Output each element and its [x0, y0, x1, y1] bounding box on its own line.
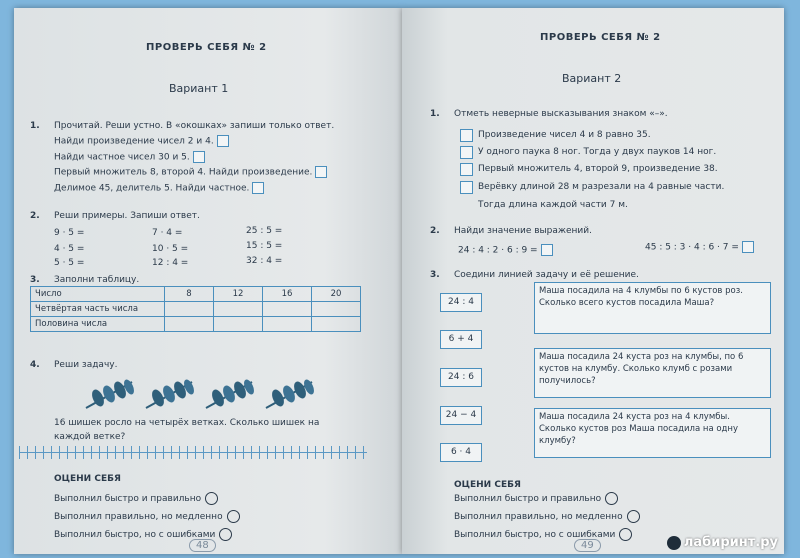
left-variant: Вариант 1 [169, 82, 229, 95]
assess-title: ОЦЕНИ СЕБЯ [54, 474, 121, 484]
table-cell: 12 [214, 287, 263, 302]
task3-number: 3. [30, 275, 40, 285]
table-cell: 16 [263, 287, 312, 302]
assess-title: ОЦЕНИ СЕБЯ [454, 480, 521, 490]
task3-intro: Соедини линией задачу и её решение. [454, 270, 639, 280]
assess-radio[interactable] [619, 528, 632, 541]
expression-card[interactable]: 24 : 4 [440, 293, 482, 312]
watermark: лабиринт.ру [667, 535, 778, 550]
example: 10 · 5 = [152, 244, 189, 254]
task1-line: Делимое 45, делитель 5. Найди частное. [54, 182, 264, 194]
expression: 45 : 5 : 3 · 4 : 6 · 7 = [645, 241, 754, 253]
expression-card[interactable]: 6 · 4 [440, 443, 482, 462]
answer-box[interactable] [315, 166, 327, 178]
task2-number: 2. [30, 211, 40, 221]
table-input-cell[interactable] [312, 317, 361, 332]
table-cell: Половина числа [31, 317, 165, 332]
task1-line: Найди произведение чисел 2 и 4. [54, 135, 229, 147]
right-variant: Вариант 2 [562, 72, 622, 85]
table-cell: 20 [312, 287, 361, 302]
checkbox[interactable] [460, 146, 473, 159]
expression-card[interactable]: 24 : 6 [440, 368, 482, 387]
task4-text: 16 шишек росло на четырёх ветках. Сколько шишек на [54, 418, 320, 428]
answer-box[interactable] [217, 135, 229, 147]
page-number: 49 [574, 539, 601, 552]
assess-item: Выполнил быстро и правильно [454, 492, 618, 505]
expression: 24 : 4 : 2 · 6 : 9 = [458, 244, 553, 256]
task1-intro: Прочитай. Реши устно. В «окошках» запиши только ответ. [54, 121, 335, 131]
pine-cone-branch-icon [204, 378, 254, 412]
right-page [402, 8, 784, 554]
task1-number: 1. [30, 121, 40, 131]
table-input-cell[interactable] [263, 302, 312, 317]
task1-line: Найди частное чисел 30 и 5. [54, 151, 205, 163]
example: 32 : 4 = [246, 256, 283, 266]
expression-card[interactable]: 6 + 4 [440, 330, 482, 349]
table-input-cell[interactable] [165, 302, 214, 317]
assess-radio[interactable] [605, 492, 618, 505]
problem-card[interactable]: Маша посадила 24 куста роз на клумбы, по 6 кустов на клумбу. Сколько клумб с розами получилось? [534, 348, 771, 398]
fill-table [30, 286, 361, 332]
task3-number: 3. [430, 270, 440, 280]
right-title: ПРОВЕРЬ СЕБЯ № 2 [540, 32, 661, 43]
task2-intro: Найди значение выражений. [454, 226, 592, 236]
example: 12 : 4 = [152, 258, 189, 268]
pine-cone-branch-icon [264, 378, 314, 412]
example: 9 · 5 = [54, 228, 85, 238]
task1-line: Первый множитель 8, второй 4. Найди произведение. [54, 166, 327, 178]
assess-item: Выполнил быстро, но с ошибками [454, 528, 632, 541]
assess-item: Выполнил правильно, но медленно [54, 510, 240, 523]
table-input-cell[interactable] [165, 317, 214, 332]
task4-text: каждой ветке? [54, 432, 126, 442]
answer-box[interactable] [252, 182, 264, 194]
assess-item: Выполнил быстро, но с ошибками [54, 528, 232, 541]
problem-card[interactable]: Маша посадила на 4 клумбы по 6 кустов роз. Сколько всего кустов посадила Маша? [534, 282, 771, 334]
pine-cone-branch-icon [84, 378, 134, 412]
answer-box[interactable] [193, 151, 205, 163]
checkbox[interactable] [460, 129, 473, 142]
left-title: ПРОВЕРЬ СЕБЯ № 2 [146, 42, 267, 53]
example: 4 · 5 = [54, 244, 85, 254]
example: 7 · 4 = [152, 228, 183, 238]
task2-number: 2. [430, 226, 440, 236]
problem-card[interactable]: Маша посадила 24 куста роз на 4 клумбы. Сколько кустов роз Маша посадила на одну клумбу? [534, 408, 771, 458]
task1-intro: Отметь неверные высказывания знаком «–». [454, 109, 668, 119]
statement-tail: Тогда длина каждой части 7 м. [478, 200, 628, 210]
task4-number: 4. [30, 360, 40, 370]
answer-box[interactable] [541, 244, 553, 256]
page-number: 48 [189, 539, 216, 552]
answer-line[interactable] [19, 446, 367, 459]
example: 15 : 5 = [246, 241, 283, 251]
answer-box[interactable] [742, 241, 754, 253]
statement: Верёвку длиной 28 м разрезали на 4 равные части. [478, 182, 725, 192]
table-cell: Четвёртая часть числа [31, 302, 165, 317]
table-cell: 8 [165, 287, 214, 302]
pine-cone-branch-icon [144, 378, 194, 412]
assess-radio[interactable] [219, 528, 232, 541]
assess-item: Выполнил правильно, но медленно [454, 510, 640, 523]
statement: Первый множитель 4, второй 9, произведение 38. [478, 164, 718, 174]
statement: Произведение чисел 4 и 8 равно 35. [478, 130, 651, 140]
assess-item: Выполнил быстро и правильно [54, 492, 218, 505]
assess-radio[interactable] [205, 492, 218, 505]
table-input-cell[interactable] [214, 302, 263, 317]
checkbox[interactable] [460, 163, 473, 176]
table-input-cell[interactable] [263, 317, 312, 332]
example: 25 : 5 = [246, 226, 283, 236]
example: 5 · 5 = [54, 258, 85, 268]
task2-intro: Реши примеры. Запиши ответ. [54, 211, 200, 221]
checkbox[interactable] [460, 181, 473, 194]
table-cell: Число [31, 287, 165, 302]
left-page [14, 8, 402, 554]
statement: У одного паука 8 ног. Тогда у двух пауков 14 ног. [478, 147, 717, 157]
task4-intro: Реши задачу. [54, 360, 118, 370]
assess-radio[interactable] [227, 510, 240, 523]
labyrinth-logo-icon [667, 536, 681, 550]
task1-number: 1. [430, 109, 440, 119]
expression-card[interactable]: 24 − 4 [440, 406, 482, 425]
table-input-cell[interactable] [312, 302, 361, 317]
assess-radio[interactable] [627, 510, 640, 523]
task3-intro: Заполни таблицу. [54, 275, 140, 285]
table-input-cell[interactable] [214, 317, 263, 332]
